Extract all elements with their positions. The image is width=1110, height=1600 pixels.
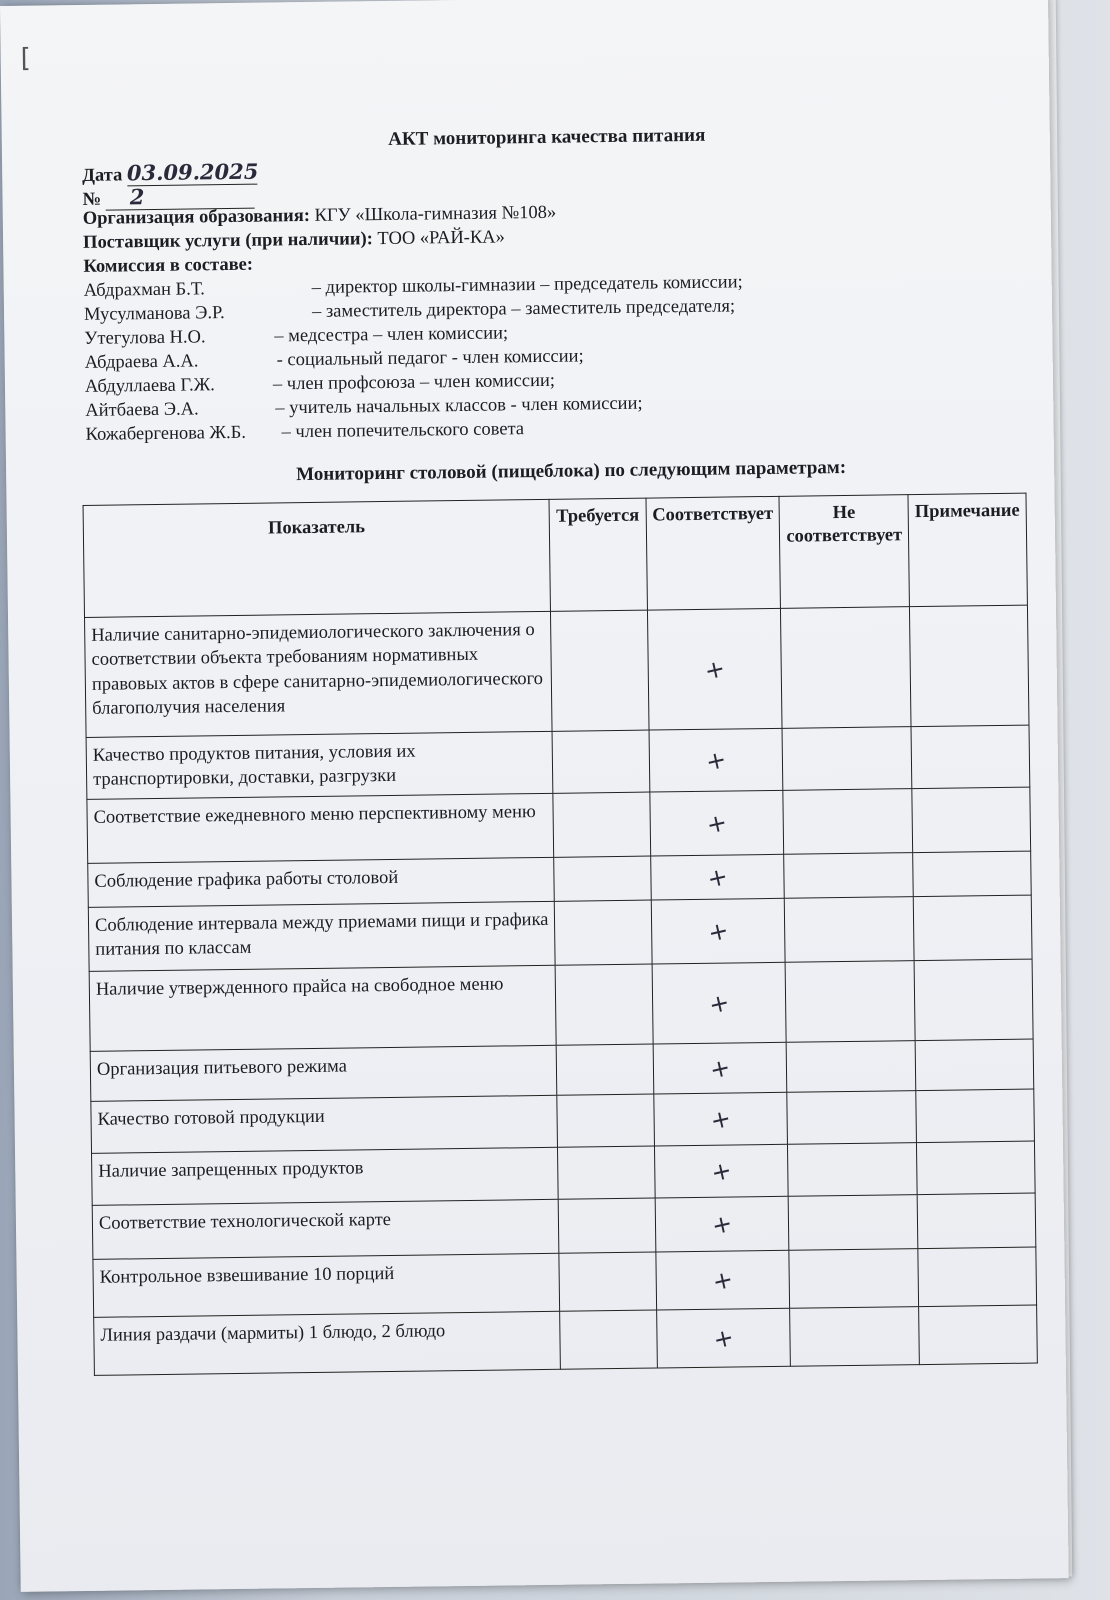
document-title: АКТ мониторинга качества питания bbox=[388, 124, 706, 150]
note-cell bbox=[918, 1247, 1037, 1307]
required-cell bbox=[560, 1310, 657, 1369]
indicator-cell: Соблюдение интервала между приемами пищи и графика питания по классам bbox=[88, 901, 555, 971]
complies-cell bbox=[647, 608, 782, 730]
member-name: Айтбаева Э.А. bbox=[85, 399, 199, 421]
required-cell bbox=[557, 1094, 654, 1147]
complies-cell bbox=[654, 1144, 789, 1198]
required-cell bbox=[554, 856, 651, 901]
indicator-cell: Контрольное взвешивание 10 порций bbox=[93, 1253, 560, 1317]
supplier-value: ТОО «РАЙ-КА» bbox=[377, 227, 505, 250]
member-name: Абдуллаева Г.Ж. bbox=[84, 375, 215, 397]
note-cell bbox=[915, 1039, 1034, 1091]
required-cell bbox=[552, 730, 649, 793]
required-cell bbox=[557, 1044, 654, 1095]
complies-cell bbox=[652, 962, 787, 1044]
monitoring-title: Мониторинг столовой (пищеблока) по следующим параметрам: bbox=[296, 456, 847, 486]
not-complies-cell bbox=[789, 1249, 918, 1309]
member-role: – учитель начальных классов - член комиссии; bbox=[275, 393, 643, 419]
member-role: – медсестра – член комиссии; bbox=[274, 323, 509, 347]
note-cell bbox=[916, 1089, 1035, 1143]
indicator-cell: Качество продуктов питания, условия их транспортировки, доставки, разгрузки bbox=[86, 731, 553, 799]
complies-cell bbox=[656, 1308, 791, 1368]
check-mark: + bbox=[706, 987, 732, 1020]
indicator-cell: Наличие утвержденного прайса на свободное меню bbox=[89, 965, 556, 1051]
note-cell bbox=[914, 959, 1033, 1041]
not-complies-cell bbox=[785, 961, 915, 1043]
complies-cell bbox=[655, 1196, 790, 1252]
organization-label: Организация образования: bbox=[82, 205, 311, 229]
member-name: Мусулманова Э.Р. bbox=[83, 303, 225, 325]
organization-value: КГУ «Школа-гимназия №108» bbox=[314, 202, 557, 226]
note-cell bbox=[917, 1193, 1036, 1249]
header-not-complies: Не соответствует bbox=[779, 495, 909, 609]
check-mark: + bbox=[707, 1103, 734, 1136]
complies-cell bbox=[653, 1042, 788, 1094]
required-cell bbox=[551, 610, 649, 731]
table-row bbox=[85, 605, 1029, 737]
check-mark: + bbox=[709, 1264, 736, 1297]
complies-cell bbox=[649, 728, 784, 792]
note-cell bbox=[911, 725, 1030, 789]
check-mark: + bbox=[701, 653, 728, 686]
date-value: 03.09.2025 bbox=[126, 158, 259, 186]
complies-cell bbox=[655, 1250, 790, 1310]
header-complies: Соответствует bbox=[646, 496, 781, 610]
member-role: – заместитель директора – заместитель председателя; bbox=[311, 296, 736, 322]
staple-mark: [ bbox=[20, 43, 32, 74]
complies-cell bbox=[651, 898, 786, 964]
indicator-cell: Соответствие технологической карте bbox=[92, 1199, 559, 1259]
complies-cell bbox=[650, 854, 784, 900]
header-note: Примечание bbox=[908, 493, 1027, 607]
not-complies-cell bbox=[783, 789, 913, 855]
number-label: № bbox=[82, 189, 102, 210]
member-name: Абдраева А.А. bbox=[84, 351, 199, 373]
check-mark: + bbox=[704, 861, 731, 894]
check-mark: + bbox=[703, 807, 730, 840]
check-mark: + bbox=[705, 915, 732, 948]
not-complies-cell bbox=[785, 897, 915, 963]
not-complies-cell bbox=[789, 1195, 918, 1251]
supplier-line bbox=[83, 227, 505, 254]
note-cell bbox=[913, 851, 1031, 897]
table-row bbox=[89, 959, 1033, 1051]
member-name: Утегулова Н.О. bbox=[84, 327, 206, 349]
header-indicator: Показатель bbox=[83, 499, 551, 617]
not-complies-cell bbox=[782, 727, 912, 791]
not-complies-cell bbox=[787, 1041, 916, 1093]
not-complies-cell bbox=[784, 853, 913, 899]
check-mark: + bbox=[710, 1322, 737, 1355]
note-cell bbox=[910, 605, 1029, 727]
member-role: – директор школы-гимназии – председатель комиссии; bbox=[311, 272, 743, 298]
indicator-cell: Наличие запрещенных продуктов bbox=[92, 1147, 559, 1205]
indicator-cell: Линия раздачи (мармиты) 1 блюдо, 2 блюдо bbox=[94, 1311, 561, 1375]
check-mark: + bbox=[708, 1155, 735, 1188]
not-complies-cell bbox=[790, 1307, 919, 1367]
not-complies-cell bbox=[787, 1091, 916, 1145]
header-required: Требуется bbox=[549, 498, 647, 611]
check-mark: + bbox=[707, 1052, 733, 1085]
indicator-cell: Организация питьевого режима bbox=[90, 1045, 557, 1101]
indicator-cell: Наличие санитарно-эпидемиологического заключения о соответствии объекта требованиям нормативных правовых актов в сфере санитарно-эпидемиологического благополучия населения bbox=[85, 611, 553, 737]
date-label: Дата bbox=[82, 165, 123, 186]
indicator-cell: Качество готовой продукции bbox=[91, 1095, 558, 1153]
note-cell bbox=[912, 787, 1031, 853]
number-value: 2 bbox=[106, 183, 255, 211]
member-name: Абдрахман Б.Т. bbox=[83, 279, 205, 301]
complies-cell bbox=[653, 1092, 788, 1146]
required-cell bbox=[559, 1198, 656, 1253]
complies-cell bbox=[649, 790, 784, 856]
note-cell bbox=[919, 1305, 1038, 1365]
indicator-cell: Соответствие ежедневного меню перспективному меню bbox=[87, 793, 554, 863]
check-mark: + bbox=[702, 744, 729, 777]
member-name: Кожабергенова Ж.Б. bbox=[85, 422, 247, 445]
table-header-row bbox=[83, 493, 1027, 617]
not-complies-cell bbox=[781, 607, 911, 729]
required-cell bbox=[556, 964, 653, 1045]
required-cell bbox=[559, 1252, 656, 1311]
member-role: – член профсоюза – член комиссии; bbox=[272, 370, 556, 395]
commission-label: Комиссия в составе: bbox=[83, 254, 254, 277]
check-mark: + bbox=[709, 1208, 735, 1241]
supplier-label: Поставщик услуги (при наличии): bbox=[82, 229, 373, 253]
required-cell bbox=[553, 792, 650, 857]
required-cell bbox=[558, 1146, 655, 1199]
note-cell bbox=[913, 895, 1032, 961]
required-cell bbox=[555, 900, 652, 965]
monitoring-table bbox=[83, 493, 1038, 1376]
not-complies-cell bbox=[788, 1143, 917, 1197]
note-cell bbox=[917, 1141, 1036, 1195]
member-role: - социальный педагог - член комиссии; bbox=[276, 346, 584, 371]
table-row bbox=[94, 1305, 1038, 1375]
member-role: – член попечительского совета bbox=[281, 419, 525, 443]
indicator-cell: Соблюдение графика работы столовой bbox=[88, 857, 555, 907]
